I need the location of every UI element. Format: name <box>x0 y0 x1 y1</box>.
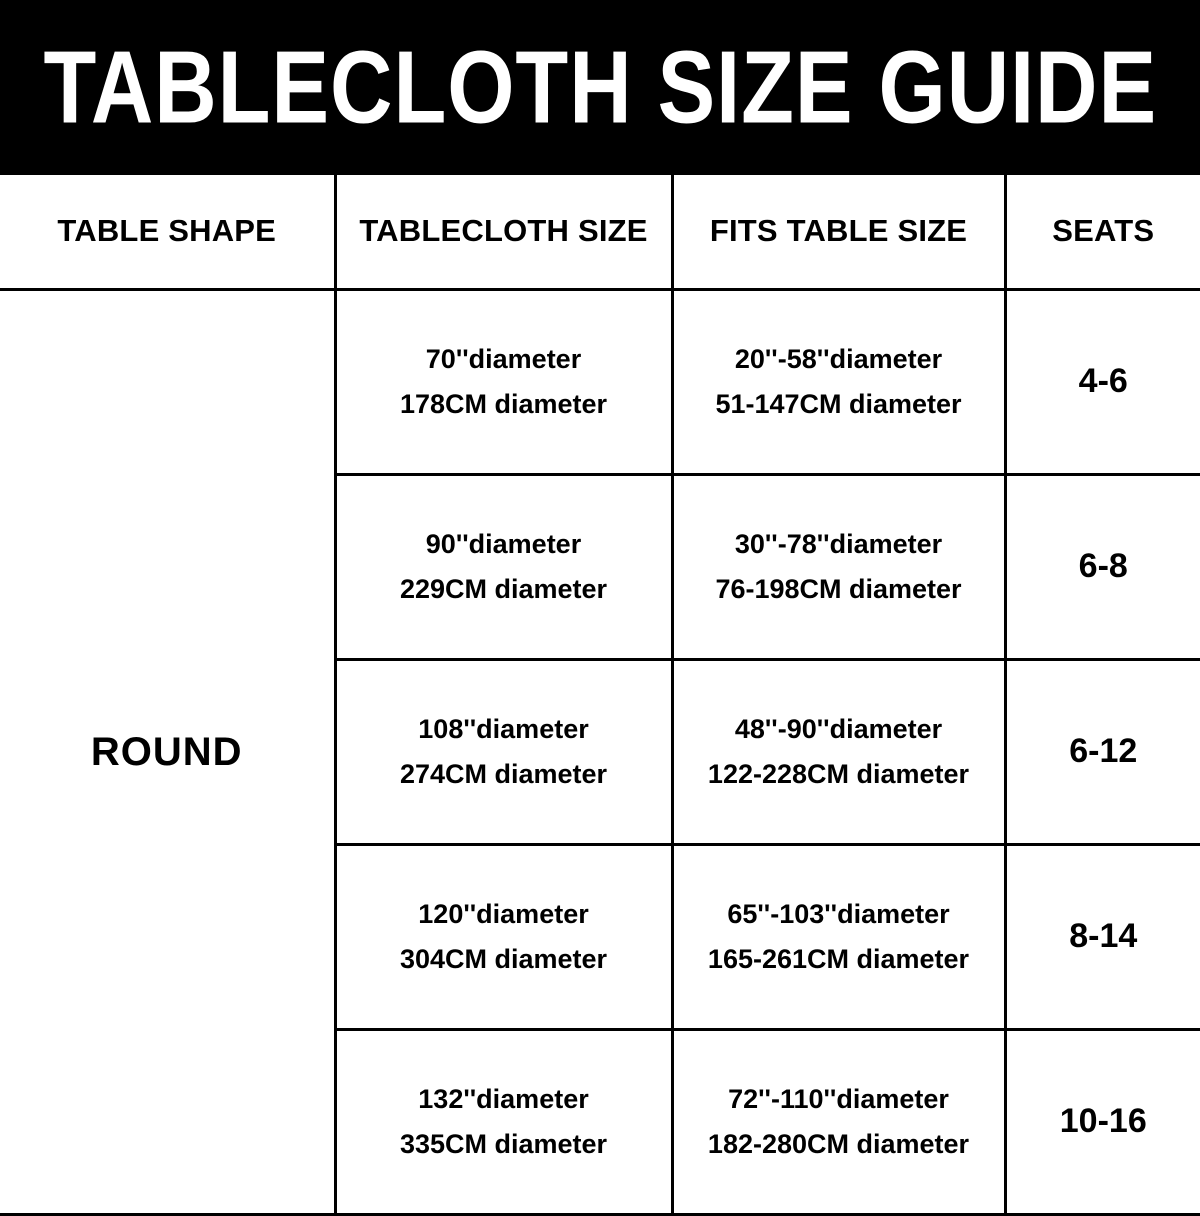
seats-value: 10-16 <box>1059 1102 1147 1141</box>
fits-table-size-cell <box>672 845 1005 1030</box>
seats-value: 8-14 <box>1069 917 1138 956</box>
column-header-label: TABLE SHAPE <box>57 213 277 249</box>
tablecloth-size-value <box>337 522 671 611</box>
fits-table-size-cell <box>672 475 1005 660</box>
fits-inches: 65''-103''diameter <box>727 899 950 930</box>
size-centimeters: 304CM diameter <box>399 944 608 974</box>
fits-table-size-cell <box>672 660 1005 845</box>
fits-inches: 72''-110''diameter <box>728 1084 949 1115</box>
seats-value: 6-8 <box>1078 547 1128 586</box>
seats-cell <box>1005 845 1200 1030</box>
size-inches: 120''diameter <box>418 899 589 930</box>
fits-table-size-value <box>674 892 1004 981</box>
fits-table-size-value <box>674 522 1004 611</box>
seats-value: 6-12 <box>1069 732 1138 771</box>
column-header-label: TABLECLOTH SIZE <box>359 213 648 249</box>
size-inches: 132''diameter <box>418 1084 589 1115</box>
size-centimeters: 274CM diameter <box>399 759 608 789</box>
fits-centimeters: 51-147CM diameter <box>715 389 962 419</box>
tablecloth-size-cell <box>335 1030 672 1215</box>
table-shape-cell-round <box>0 290 335 1215</box>
tablecloth-size-cell <box>335 290 672 475</box>
size-centimeters: 335CM diameter <box>399 1129 608 1159</box>
tablecloth-size-value <box>337 1077 671 1166</box>
seats-cell <box>1005 290 1200 475</box>
column-header-label: FITS TABLE SIZE <box>709 213 968 249</box>
fits-table-size-cell <box>672 1030 1005 1215</box>
tablecloth-size-cell <box>335 845 672 1030</box>
title-banner <box>0 0 1200 172</box>
column-header-label: SEATS <box>1052 213 1155 249</box>
fits-centimeters: 165-261CM diameter <box>707 944 970 974</box>
tablecloth-size-value <box>337 707 671 796</box>
fits-centimeters: 182-280CM diameter <box>707 1129 970 1159</box>
tablecloth-size-cell <box>335 660 672 845</box>
size-inches: 108''diameter <box>418 714 589 745</box>
table-header <box>0 174 1200 290</box>
fits-centimeters: 76-198CM diameter <box>715 574 962 604</box>
fits-centimeters: 122-228CM diameter <box>707 759 970 789</box>
fits-table-size-value <box>674 707 1004 796</box>
fits-table-size-value <box>674 1077 1004 1166</box>
tablecloth-size-table <box>0 172 1200 1216</box>
fits-table-size-cell <box>672 290 1005 475</box>
seats-cell <box>1005 1030 1200 1215</box>
size-inches: 70''diameter <box>425 344 582 375</box>
column-header-table-shape <box>0 174 335 290</box>
fits-table-size-value <box>674 337 1004 426</box>
table-body <box>0 290 1200 1215</box>
seats-cell <box>1005 475 1200 660</box>
table-shape-label: ROUND <box>90 730 243 774</box>
size-centimeters: 178CM diameter <box>399 389 608 419</box>
tablecloth-size-value <box>337 892 671 981</box>
fits-inches: 48''-90''diameter <box>734 714 943 745</box>
column-header-seats <box>1005 174 1200 290</box>
fits-inches: 30''-78''diameter <box>734 529 943 560</box>
column-header-tablecloth-size <box>335 174 672 290</box>
table-header-row <box>0 174 1200 290</box>
fits-inches: 20''-58''diameter <box>734 344 943 375</box>
column-header-fits-table-size <box>672 174 1005 290</box>
seats-cell <box>1005 660 1200 845</box>
size-inches: 90''diameter <box>425 529 582 560</box>
seats-value: 4-6 <box>1078 362 1128 401</box>
page-title: TABLECLOTH SIZE GUIDE <box>43 30 1157 146</box>
size-centimeters: 229CM diameter <box>399 574 608 604</box>
table-row <box>0 290 1200 475</box>
tablecloth-size-cell <box>335 475 672 660</box>
tablecloth-size-value <box>337 337 671 426</box>
